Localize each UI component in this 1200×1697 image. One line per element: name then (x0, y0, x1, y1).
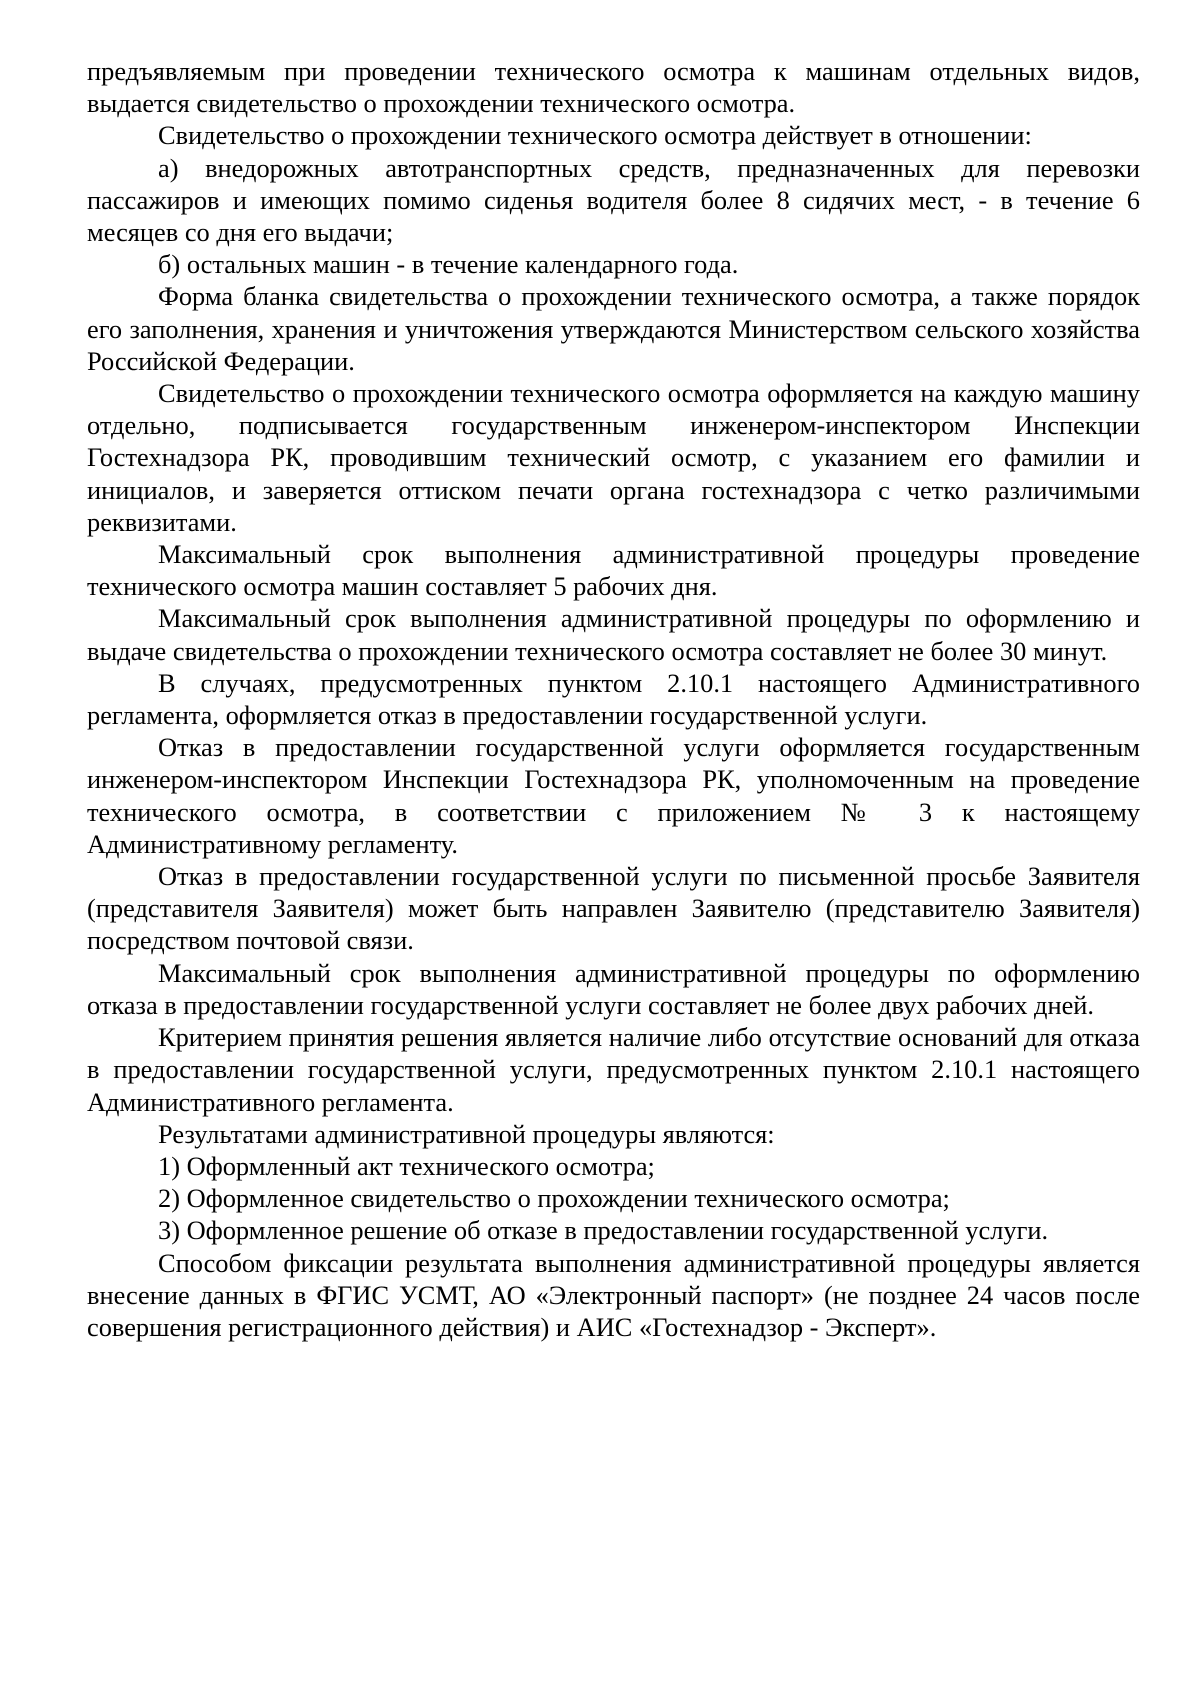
paragraph-form-blank: Форма бланка свидетельства о прохождении технического осмотра, а также порядок его заполнения, хранения и уничтожения утверждаются Министерством сельского хозяйства Российской Федерации. (87, 281, 1140, 376)
paragraph-refusal-mail: Отказ в предоставлении государственной услуги по письменной просьбе Заявителя (представителя Заявителя) может быть направлен Заявителю (представителю Заявителя) посредством почтовой связи. (87, 861, 1140, 956)
document-body (87, 55, 1140, 1343)
paragraph-max-certificate-time: Максимальный срок выполнения административной процедуры по оформлению и выдаче свидетельства о прохождении технического осмотра составляет не более 30 минут. (87, 603, 1140, 666)
paragraph-certificate-issuance: Свидетельство о прохождении технического осмотра оформляется на каждую машину отдельно, подписывается государственным инженером-инспектором Инспекции Гостехнадзора РК, проводившим технический осмотр, с указанием его фамилии и инициалов, и заверяется оттиском печати органа гостехнадзора с четко различимыми реквизитами. (87, 378, 1140, 537)
list-item-result-3: 3) Оформленное решение об отказе в предоставлении государственной услуги. (158, 1215, 1049, 1246)
paragraph-results-heading: Результатами административной процедуры являются: (158, 1118, 775, 1149)
list-item-b-other-machines: б) остальных машин - в течение календарного года. (158, 249, 739, 280)
list-item-result-1: 1) Оформленный акт технического осмотра; (158, 1150, 655, 1181)
paragraph-refusal-issuance: Отказ в предоставлении государственной услуги оформляется государственным инженером-инспектором Инспекции Гостехнадзора РК, уполномоченным на проведение технического осмотра, в соответствии с приложением № 3 к настоящему Административному регламенту. (87, 732, 1140, 859)
list-item-result-2: 2) Оформленное свидетельство о прохождении технического осмотра; (158, 1183, 950, 1214)
paragraph-max-inspection-time: Максимальный срок выполнения административной процедуры проведение технического осмотра машин составляет 5 рабочих дня. (87, 539, 1140, 602)
paragraph-refusal-cases: В случаях, предусмотренных пунктом 2.10.1 настоящего Административного регламента, оформляется отказ в предоставлении государственной услуги. (87, 667, 1140, 731)
list-item-a-offroad-vehicles: а) внедорожных автотранспортных средств, предназначенных для перевозки пассажиров и имеющих помимо сиденья водителя более 8 сидячих мест, - в течение 6 месяцев со дня его выдачи; (87, 152, 1140, 248)
paragraph-max-refusal-time: Максимальный срок выполнения административной процедуры по оформлению отказа в предоставлении государственной услуги составляет не более двух рабочих дней. (87, 957, 1140, 1020)
paragraph-decision-criterion: Критерием принятия решения является наличие либо отсутствие оснований для отказа в предоставлении государственной услуги, предусмотренных пунктом 2.10.1 настоящего Административного регламента. (87, 1022, 1140, 1117)
paragraph-certificate-validity: Свидетельство о прохождении технического осмотра действует в отношении: (158, 120, 1032, 151)
paragraph-fixation-method: Способом фиксации результата выполнения административной процедуры является внесение данных в ФГИС УСМТ, АО «Электронный паспорт» (не позднее 24 часов после совершения регистрационного действия) и АИС «Гостехнадзор - Эксперт». (87, 1247, 1140, 1342)
paragraph-continuation: предъявляемым при проведении технического осмотра к машинам отдельных видов, выдается свидетельство о прохождении технического осмотра. (87, 56, 1140, 119)
